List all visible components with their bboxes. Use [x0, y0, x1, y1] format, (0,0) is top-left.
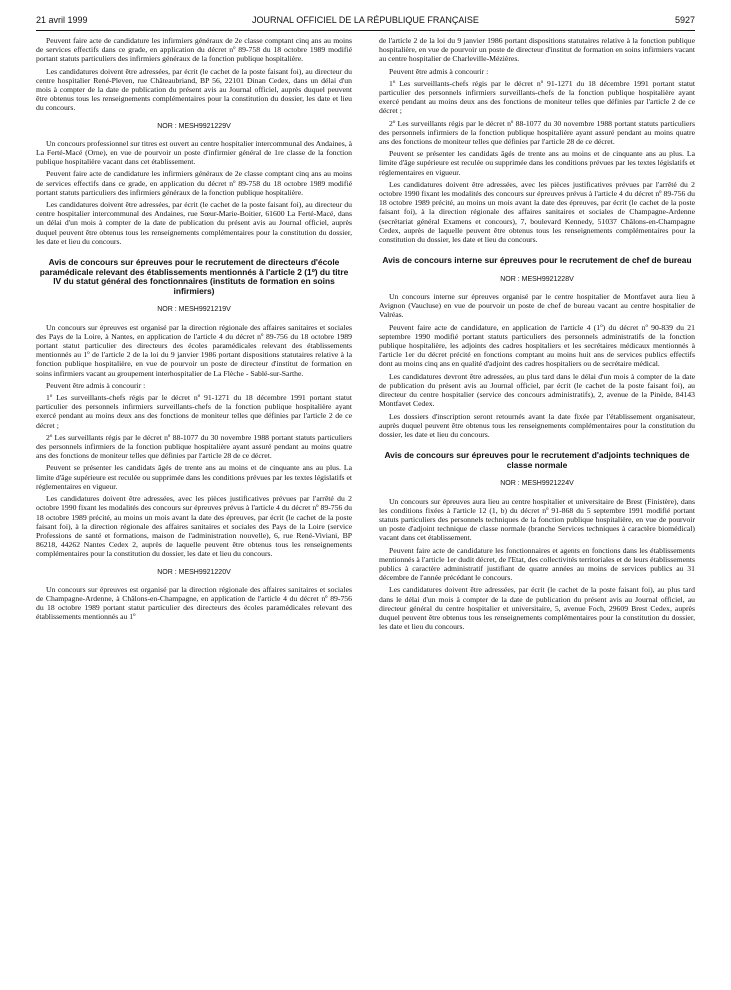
paragraph: Un concours sur épreuves aura lieu au centre hospitalier et universitaire de Brest (Finistère), dans les conditions fixées à l'article 12 (1, b) du décret nº 91-868 du 5 septembre 1991 modifié portant statuts particuliers des personnels techniques de la fonction publique hospitalière, en vue de pourvoir un poste d'adjoint technique de classe normale (branche Services techniques à caractère biomédical) vacant dans cet établissement.	[379, 496, 695, 543]
paragraph: Un concours interne sur épreuves organisé par le centre hospitalier de Montfavet aura lieu à Avignon (Vaucluse) en vue de pourvoir un poste de chef de bureau vacant au centre hospitalier de Valréas.	[379, 292, 695, 320]
paragraph: Les candidatures devront être adressées, au plus tard dans le délai d'un mois à compter de la date de publication du présent avis au Journal officiel, par écrit (le cachet de la poste faisant foi), au directeur du centre hospitalier (service des concours administratifs), 2, avenue de la Pinède, 84143 Montfavet Cedex.	[379, 371, 695, 409]
paragraph: Les candidatures doivent être adressées, par écrit (le cachet de la poste faisant foi), au directeur du centre hospitalier René-Pleven, rue Châteaubriand, BP 56, 22101 Dinan Cedex, dans un délai d'un mois à compter de la date de publication du présent avis au Journal officiel, auprès duquel peuvent être obtenus tous les renseignements complémentaires pour la constitution du dossier, les date et lieu du concours.	[36, 66, 352, 113]
paragraph: Peuvent faire acte de candidature les infirmiers généraux de 2e classe comptant cinq ans au moins de services effectifs dans ce grade, en application du décret nº 89-758 du 18 octobre 1989 modifié portant statuts particuliers des infirmiers généraux de la fonction publique hospitalière.	[36, 169, 352, 197]
header-journal-title: JOURNAL OFFICIEL DE LA RÉPUBLIQUE FRANÇAISE	[252, 15, 479, 25]
paragraph: de l'article 2 de la loi du 9 janvier 1986 portant dispositions statutaires relative à la fonction publique hospitalière, en vue de pourvoir un poste de directeur d'institut de formation en soins infirmiers vacant au centre hospitalier de Charleville-Mézières.	[379, 36, 695, 64]
paragraph: 1º Les surveillants-chefs régis par le décret nº 91-1271 du 18 décembre 1991 portant statut particulier des personnels infirmiers surveillants-chefs de la fonction publique hospitalière ayant exercé pendant au moins deux ans des fonctions de moniteur telles que définies par l'article 2 de ce décret ;	[379, 78, 695, 116]
nor-reference: NOR : MESH9921224V	[500, 480, 574, 488]
paragraph: Les candidatures doivent être adressées, par écrit (le cachet de la poste faisant foi), au plus tard dans le délai d'un mois à compter de la date de publication du présent avis au Journal officiel, au directeur général du centre hospitalier et universitaire, 5, avenue Foch, 29609 Brest Cedex, auprès duquel peuvent être obtenus tous les renseignements complémentaires pour la constitution du dossier, les date et lieu du concours.	[379, 585, 695, 632]
paragraph: Un concours professionnel sur titres est ouvert au centre hospitalier intercommunal des Andaines, à La Ferté-Macé (Orne), en vue de pourvoir un poste d'infirmier général de 1re classe de la fonction publique hospitalière vacant dans cet établissement.	[36, 138, 352, 167]
nor-reference: NOR : MESH9921219V	[157, 306, 231, 314]
text-columns	[36, 36, 695, 978]
paragraph: Un concours sur épreuves est organisé par la direction régionale des affaires sanitaires et sociales des Pays de la Loire, à Nantes, en application de l'article 4 du décret nº 89-756 du 18 octobre 1989 portant statut particulier des directeurs des écoles paramédicales relevant des établissements mentionnés au 1º de l'article 2 de la loi du 9 janvier 1986 portant dispositions statutaires relative à la fonction publique hospitalière, en vue de pourvoir un poste de directeur d'institut de formation en soins infirmiers vacant au groupement interhospitalier de La Flèche - Sablé-sur-Sarthe.	[36, 322, 352, 378]
paragraph: Peuvent se présenter les candidats âgés de trente ans au moins et de cinquante ans au plus. La limite d'âge supérieure est reculée ou supprimée dans les conditions prévues par les textes législatifs et réglementaires en vigueur.	[36, 463, 352, 491]
header-date: 21 avril 1999	[36, 15, 88, 25]
paragraph: 2º Les surveillants régis par le décret nº 88-1077 du 30 novembre 1988 portant statuts particuliers des personnels infirmiers de la fonction publique hospitalière ayant assuré pendant au moins quatre ans des fonctions de moniteur telles que définies par l'article 28 de ce décret.	[36, 432, 352, 461]
header-rule	[36, 30, 695, 31]
paragraph: Un concours sur épreuves est organisé par la direction régionale des affaires sanitaires et sociales de Champagne-Ardenne, à Châlons-en-Champagne, en application de l'article 4 du décret nº 89-756 du 18 octobre 1989 portant statut particulier des directeurs des écoles paramédicales relevant des établissements mentionnés au 1º	[36, 584, 352, 622]
paragraph: Peuvent faire acte de candidature les fonctionnaires et agents en fonctions dans les établissements mentionnés à l'article 1er dudit décret, de l'Etat, des collectivités territoriales et de leurs établissements publics à caractère administratif justifiant de quatre années au moins de services publics au 31 décembre de l'année précédant le concours.	[379, 545, 695, 583]
header-page-number: 5927	[674, 15, 695, 25]
section-heading: Avis de concours interne sur épreuves pour le recrutement de chef de bureau	[382, 255, 692, 266]
nor-reference: NOR : MESH9921220V	[157, 568, 231, 576]
nor-reference: NOR : MESH9921228V	[500, 275, 574, 283]
paragraph: Les candidatures doivent être adressées, avec les pièces justificatives prévues par l'arrêté du 2 octobre 1990 fixant les modalités des concours sur épreuves prévus à l'article 4 du décret nº 89-756 du 18 octobre 1989 précité, au moins un mois avant la date des épreuves, par écrit (le cachet de la poste faisant foi), à la direction régionale des affaires sanitaires et sociales des Pays de la Loire (service Professions de santé et formations, maison de l'administration nouvelle), 6, rue René-Viviani, BP 86218, 44262 Nantes Cedex 2, auprès de laquelle peuvent être obtenus tous les renseignements complémentaires pour la constitution du dossier, les date et lieu du concours.	[36, 494, 352, 559]
section-heading: Avis de concours sur épreuves pour le recrutement de directeurs d'école paramédicale relevant des établissements mentionnés à l'article 2 (1º) du titre IV du statut général des fonctionnaires (instituts de formation en soins infirmiers)	[39, 257, 349, 296]
paragraph: Peuvent se présenter les candidats âgés de trente ans au moins et de cinquante ans au plus. La limite d'âge supérieure est reculée ou supprimée dans les conditions prévues par les textes législatifs et réglementaires en vigueur.	[379, 149, 695, 177]
section-heading: Avis de concours sur épreuves pour le recrutement d'adjoints techniques de classe normale	[384, 450, 690, 470]
nor-reference: NOR : MESH9921229V	[157, 122, 231, 130]
paragraph: Peuvent faire acte de candidature, en application de l'article 4 (1º) du décret nº 90-839 du 21 septembre 1990 modifié portant statuts particuliers des personnels administratifs de la fonction publique hospitalière, les adjoints des cadres hospitaliers et les secrétaires médicaux mentionnés à l'article 1er du décret précité en fonctions comptant au moins huit ans de services publics effectifs dont au moins cinq ans en qualité d'adjoint des cadres hospitaliers ou de secrétaire médical.	[379, 322, 695, 369]
paragraph: Peuvent être admis à concourir :	[46, 380, 146, 390]
paragraph: Les candidatures doivent être adressées, par écrit (le cachet de la poste faisant foi), au directeur du centre hospitalier intercommunal des Andaines, rue Sœur-Marie-Boitier, 61600 La Ferté-Macé, dans un délai d'un mois à compter de la date de publication du présent avis au Journal officiel, auprès duquel peuvent être obtenus tous les renseignements complémentaires pour la constitution du dossier, les date et lieu du concours.	[36, 200, 352, 246]
paragraph: 2º Les surveillants régis par le décret nº 88-1077 du 30 novembre 1988 portant statuts particuliers des personnels infirmiers de la fonction publique hospitalière ayant assuré pendant au moins quatre ans des fonctions de moniteur telles que définies par l'article 28 de ce décret.	[379, 118, 695, 147]
paragraph: 1º Les surveillants-chefs régis par le décret nº 91-1271 du 18 décembre 1991 portant statut particulier des personnels infirmiers surveillants-chefs de la fonction publique hospitalière ayant exercé pendant au moins deux ans des fonctions de moniteur telles que définies par l'article 2 de ce décret ;	[36, 393, 352, 430]
paragraph: Les candidatures doivent être adressées, avec les pièces justificatives prévues par l'arrêté du 2 octobre 1990 fixant les modalités des concours sur épreuves prévus à l'article 4 du décret nº 89-756 du 18 octobre 1989 précité, au moins un mois avant la date des épreuves, par écrit (le cachet de la poste faisant foi), à la direction régionale des affaires sanitaires et sociales de Champagne-Ardenne (secrétariat général Examens et concours), 7, boulevard Kennedy, 51037 Châlons-en-Champagne Cedex, auprès de laquelle peuvent être obtenus tous les renseignements complémentaires pour la constitution du dossier, les date et lieu du concours.	[379, 179, 695, 245]
paragraph: Peuvent faire acte de candidature les infirmiers généraux de 2e classe comptant cinq ans au moins de services effectifs dans ce grade, en application du décret nº 89-758 du 18 octobre 1989 modifié portant statuts particuliers des infirmiers généraux de la fonction publique hospitalière.	[36, 36, 352, 64]
right-column	[379, 36, 695, 978]
left-column	[36, 36, 352, 978]
page-header	[36, 15, 695, 29]
paragraph: Les dossiers d'inscription seront retournés avant la date fixée par l'établissement organisateur, auprès duquel peuvent être obtenus tous les renseignements complémentaires pour la constitution du dossier, les date et lieu du concours.	[379, 411, 695, 439]
paragraph: Peuvent être admis à concourir :	[389, 66, 489, 76]
